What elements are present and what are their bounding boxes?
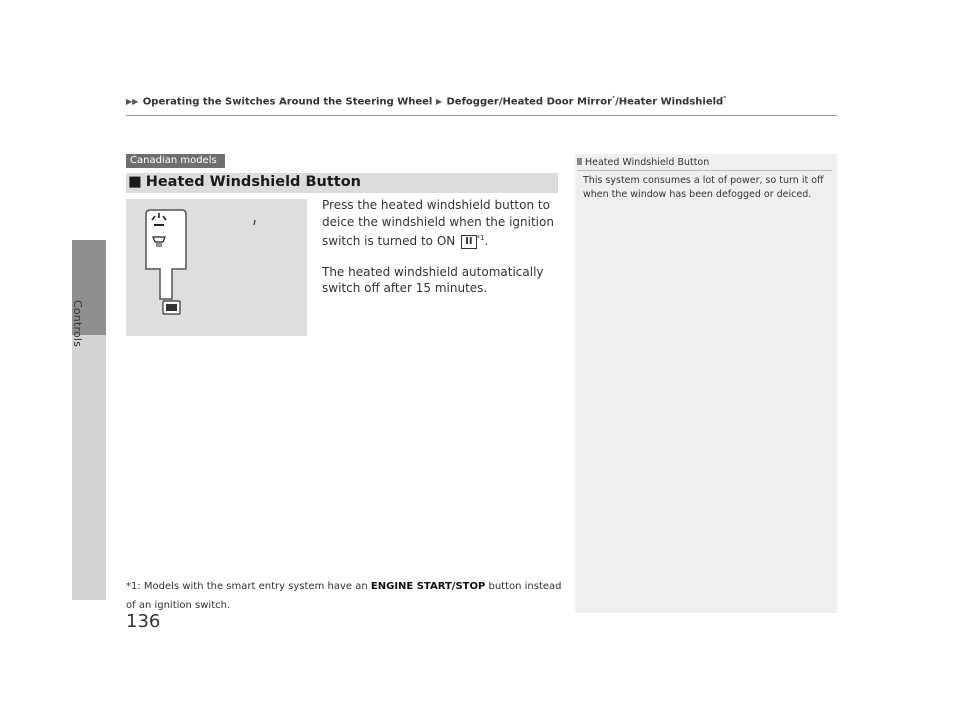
breadcrumb (126, 95, 726, 107)
breadcrumb-star: * (723, 95, 727, 102)
breadcrumb-arrow-icon: ▶ (435, 97, 442, 107)
sidebar-note-title-text: Heated Windshield Button (585, 157, 710, 168)
heated-windshield-button-diagram (126, 199, 307, 336)
breadcrumb-section[interactable]: Operating the Switches Around the Steering Wheel (142, 96, 433, 108)
sidebar-note-rule (577, 170, 832, 171)
instruction-paragraph (322, 197, 562, 250)
dashboard-mark (254, 220, 255, 225)
callout-bubble (146, 210, 186, 299)
note-marker-icon (577, 158, 582, 165)
instruction-period: . (484, 234, 489, 248)
breadcrumb-arrow-icon: ▶▶ (126, 97, 139, 107)
body-text (322, 197, 562, 311)
section-title (128, 174, 361, 190)
auto-off-paragraph: The heated windshield automatically switch off after 15 minutes. (322, 264, 544, 295)
ignition-mode-badge: II (461, 235, 476, 249)
footnote-tail: button instead of an ignition switch. (126, 581, 562, 611)
footnote-bold: ENGINE START/STOP (370, 581, 486, 592)
chapter-strip (72, 335, 106, 600)
instruction-text: Press the heated windshield button to deice the windshield when the ignition switch is turned to ON (322, 198, 554, 248)
button-face (166, 304, 177, 311)
sidebar-note-text: This system consumes a lot of power, so turn it off when the window has been defogged or deiced. (583, 175, 824, 200)
breadcrumb-topic-tail: /Heater Windshield (615, 96, 724, 108)
page-number: 136 (126, 611, 161, 632)
footnote-lead: *1: Models with the smart entry system have an (126, 581, 368, 592)
section-title-text: Heated Windshield Button (145, 174, 361, 190)
footnote (126, 577, 566, 615)
section-marker: ■ (128, 174, 142, 190)
chapter-label: Controls (71, 300, 84, 348)
breadcrumb-topic[interactable]: Defogger/Heated Door Mirror (446, 96, 613, 108)
button-illustration (126, 199, 307, 336)
header-rule (126, 115, 837, 116)
breadcrumb-star: * (612, 95, 616, 102)
sidebar-note-title (577, 157, 709, 168)
model-tag: Canadian models (126, 154, 225, 168)
sidebar-note-panel (575, 154, 837, 613)
footnote-ref[interactable]: *1 (476, 234, 485, 242)
